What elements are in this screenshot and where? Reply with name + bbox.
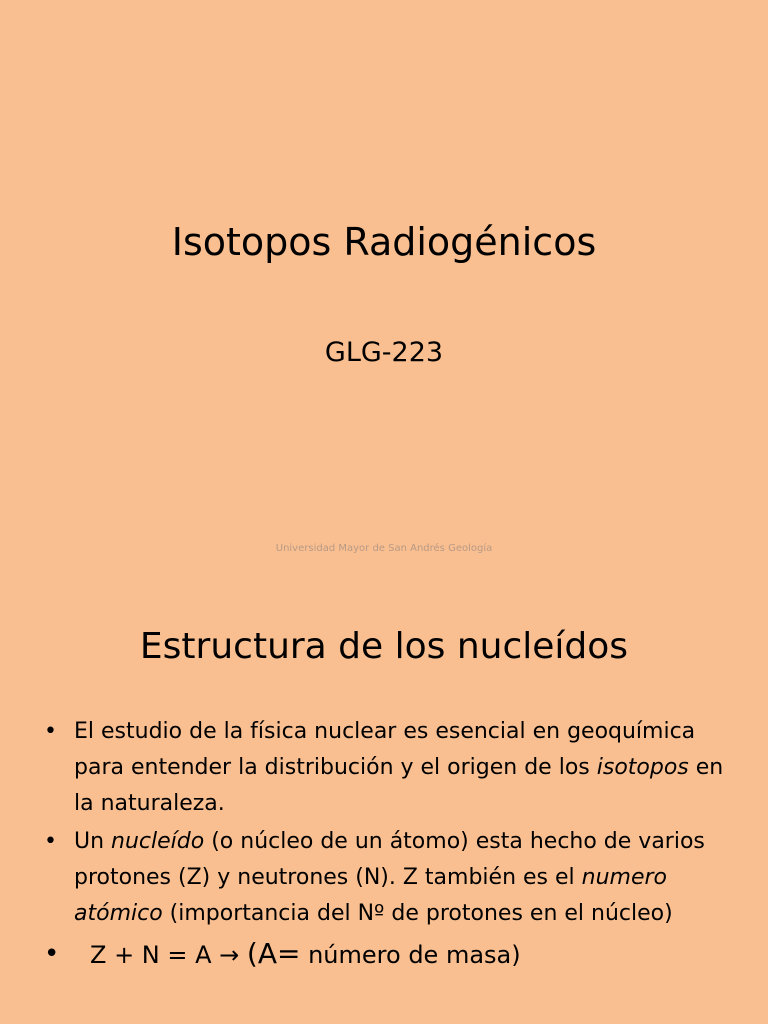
bullet-text: (importancia del Nº de protones en el núcleo) xyxy=(162,901,673,926)
bullet-list xyxy=(44,714,734,975)
bullet-text: Un xyxy=(74,829,112,854)
course-code: GLG-223 xyxy=(324,337,444,368)
bullet-item-physics xyxy=(44,714,734,822)
bullet-text: en la naturaleza. xyxy=(74,755,724,816)
slide-title: Estructura de los nucleídos xyxy=(139,626,629,667)
bullet-item-formula xyxy=(44,934,734,975)
bullet-icon: • xyxy=(44,719,57,744)
slide-footer: Universidad Mayor de San Andrés Geología xyxy=(275,543,493,554)
formula-mass-symbol: (A= xyxy=(246,937,301,970)
bullet-italic-text: nucleído xyxy=(111,829,205,854)
content-slide xyxy=(0,576,768,1024)
slide-title: Isotopos Radiogénicos xyxy=(171,220,597,264)
bullet-icon: • xyxy=(44,939,60,969)
bullet-text: El estudio de la física nuclear es esencial en geoquímica para entender la distribución y el origen de los xyxy=(74,719,696,780)
formula-description: número de masa) xyxy=(300,941,521,969)
bullet-italic-text: numero atómico xyxy=(74,865,668,926)
bullet-text: (o núcleo de un átomo) esta hecho de varios protones (Z) y neutrones (N). Z también es el xyxy=(74,829,705,890)
bullet-italic-text: isotopos xyxy=(596,755,689,780)
formula-text: Z + N = A → xyxy=(90,941,247,969)
bullet-item-nuclide xyxy=(44,824,734,932)
bullet-icon: • xyxy=(44,829,57,854)
